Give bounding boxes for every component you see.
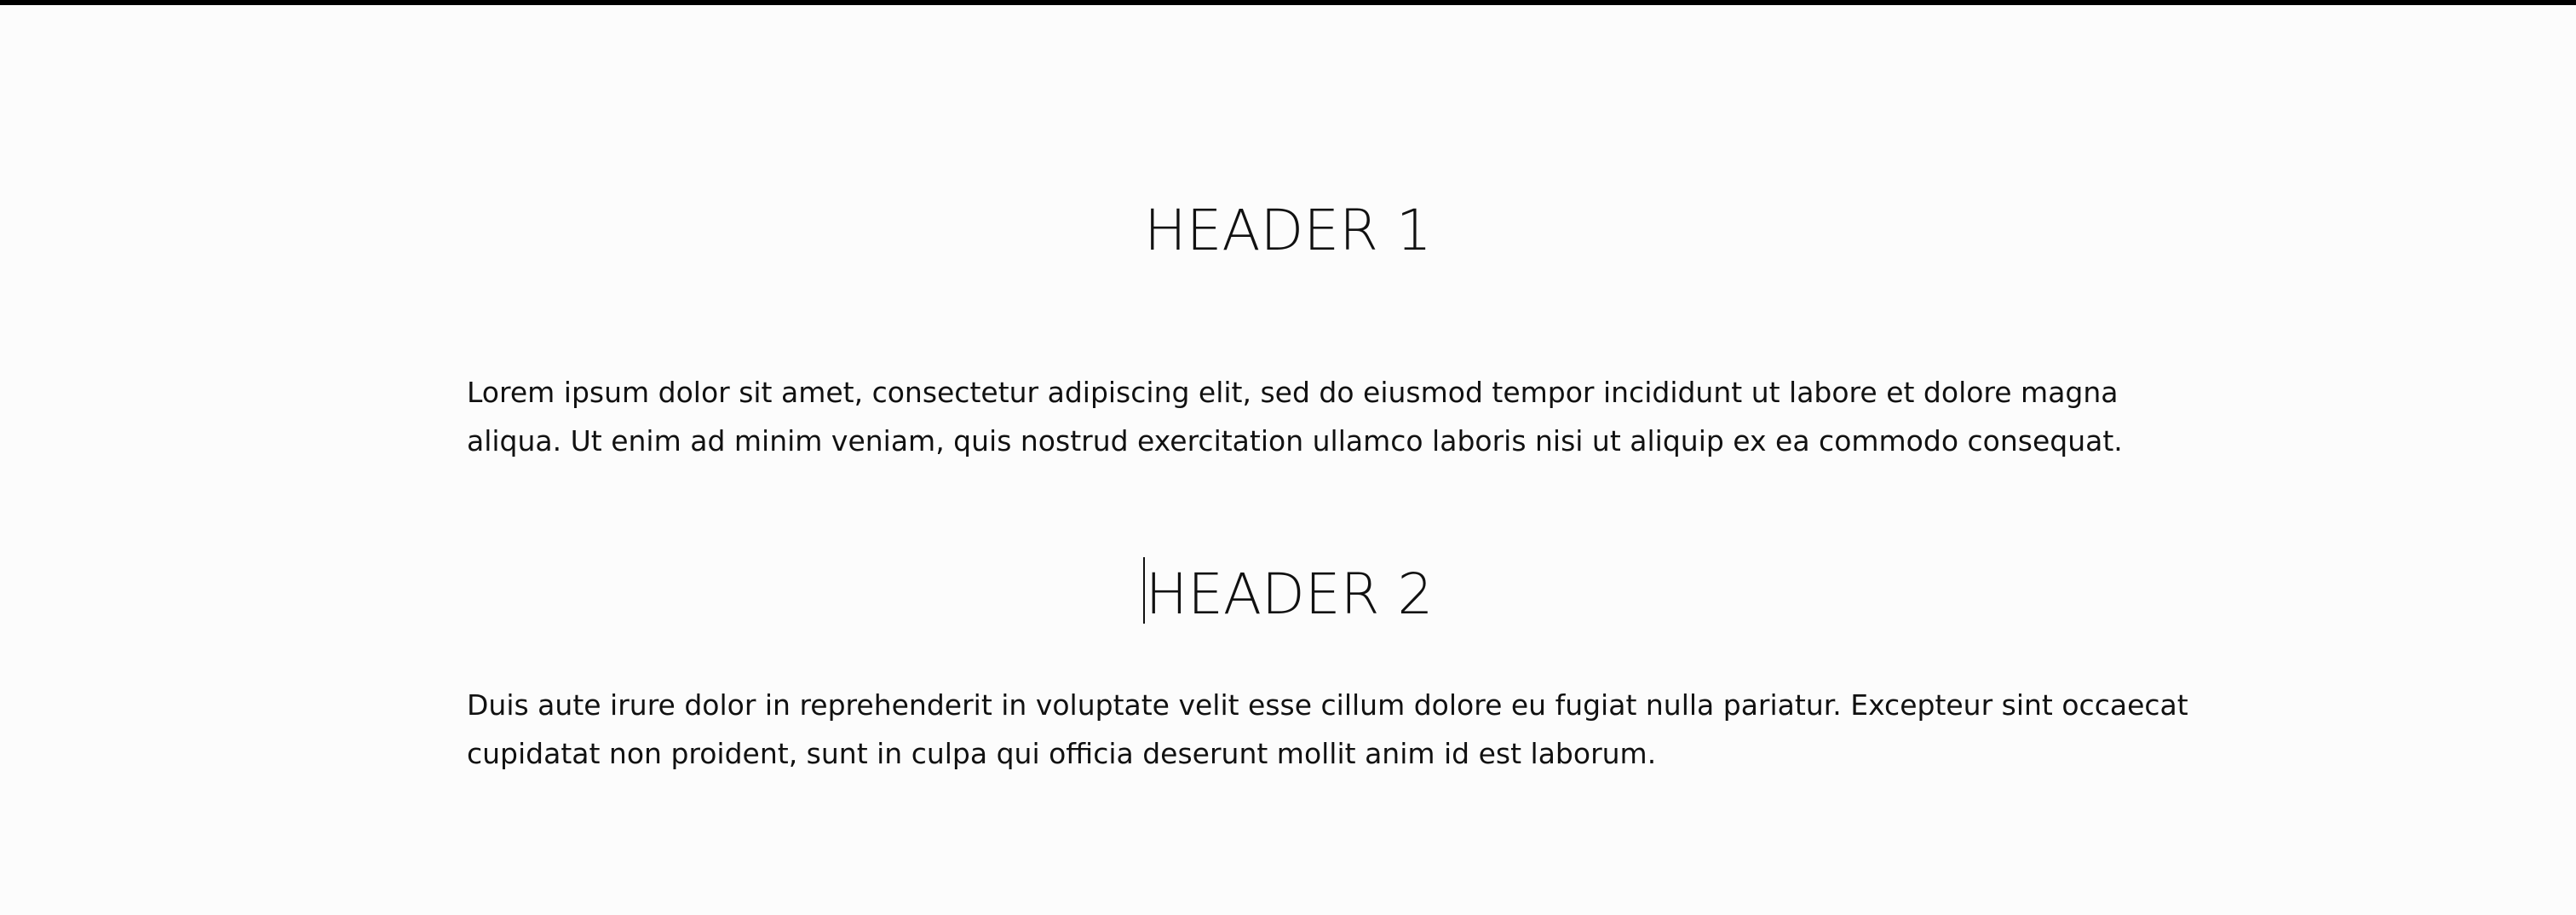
header-2[interactable] xyxy=(467,557,2109,627)
paragraph-1-line-2: aliqua. Ut enim ad minim veniam, quis nostrud exercitation ullamco laboris nisi ut aliquip ex ea commodo consequat. xyxy=(467,424,2123,458)
text-cursor xyxy=(1143,557,1145,624)
paragraph-1-line-1: Lorem ipsum dolor sit amet, consectetur adipiscing elit, sed do eiusmod tempor incididunt ut labore et dolore magna xyxy=(467,376,2119,409)
paragraph-1[interactable] xyxy=(467,368,2123,465)
paragraph-2-line-2: cupidatat non proident, sunt in culpa qui officia deserunt mollit anim id est laborum. xyxy=(467,737,1657,770)
top-border xyxy=(0,0,2576,5)
header-1[interactable]: HEADER 1 xyxy=(1144,198,1432,263)
paragraph-2-line-1: Duis aute irure dolor in reprehenderit in voluptate velit esse cillum dolore eu fugiat nulla pariatur. Excepteur sint occaecat xyxy=(467,688,2188,722)
paragraph-2[interactable] xyxy=(467,681,2188,778)
header-2-text: HEADER 2 xyxy=(1145,561,1434,627)
